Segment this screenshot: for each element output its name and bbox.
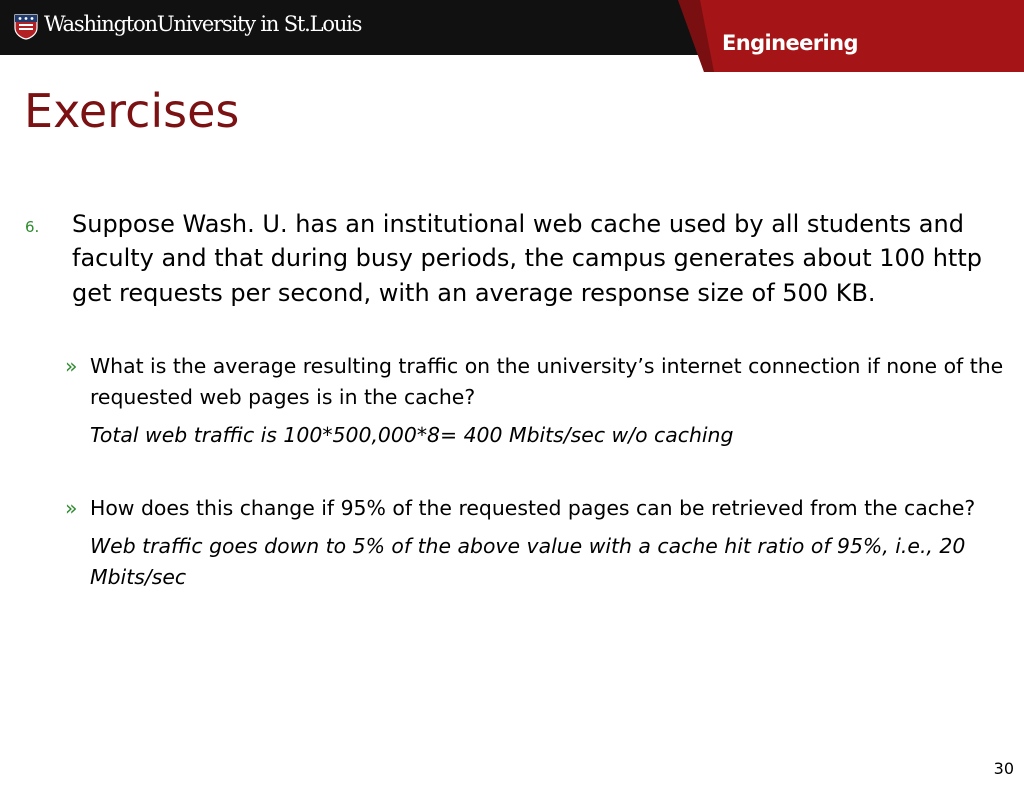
sub-answer: Web traffic goes down to 5% of the above value with a cache hit ratio of 95%, i.e., 20 Mbits/sec [90, 534, 966, 589]
university-crest-icon [14, 14, 38, 40]
sub-question [65, 493, 1010, 524]
chevron-bullet-icon: » [65, 354, 78, 378]
exercise-text: Suppose Wash. U. has an institutional web cache used by all students and faculty and that during busy periods, the campus generates about 100 http get requests per second, with an average response size of 500 KB. [72, 210, 982, 307]
item-number: 6. [25, 218, 40, 236]
chevron-bullet-icon: » [65, 496, 78, 520]
header-banner [0, 0, 1024, 72]
school-name: Engineering [722, 31, 858, 55]
university-name: WashingtonUniversity in St.Louis [44, 12, 362, 36]
sub-item [65, 351, 1010, 451]
slide-header [0, 0, 1024, 72]
sub-question-text: How does this change if 95% of the requested pages can be retrieved from the cache? [90, 496, 976, 520]
page-title: Exercises [24, 84, 240, 138]
sub-item [65, 493, 1010, 593]
page-number: 30 [993, 759, 1014, 778]
sub-question [65, 351, 1010, 413]
sub-answer: Total web traffic is 100*500,000*8= 400 Mbits/sec w/o caching [90, 423, 734, 447]
sub-question-text: What is the average resulting traffic on the university’s internet connection if none of the requested web pages is in the cache? [90, 354, 1004, 409]
